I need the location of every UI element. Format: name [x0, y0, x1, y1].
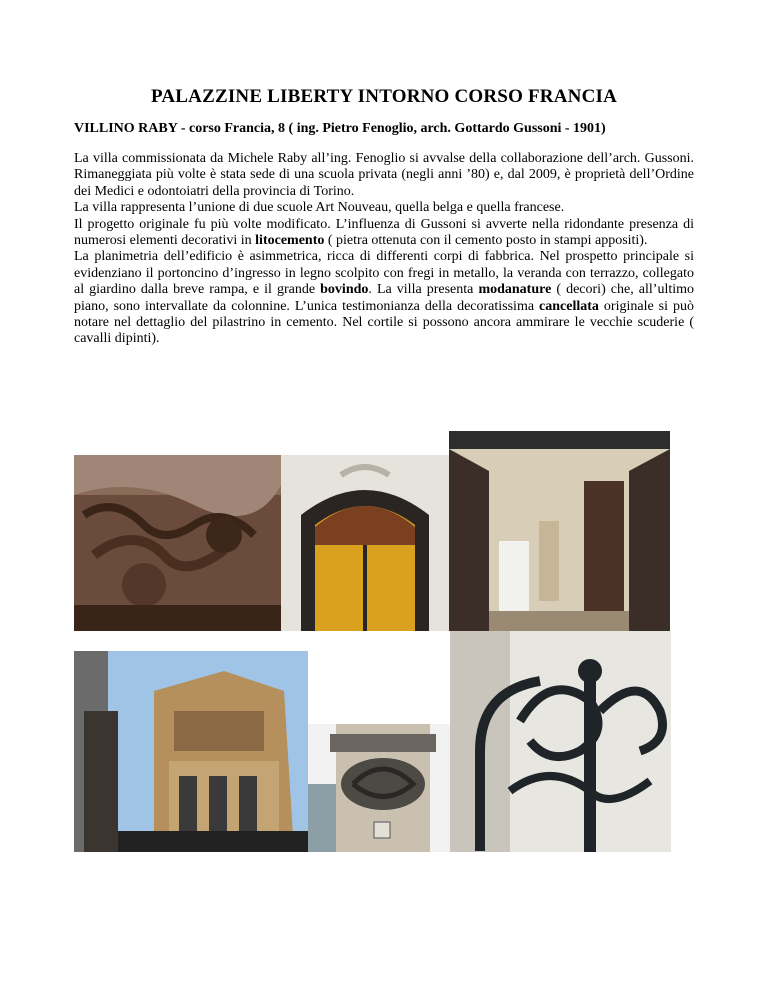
text-run: La villa commissionata da Michele Raby all’ing. Fenoglio si avvalse della collaborazione dell’arch. Gussoni. Rimaneggiata più volte è stata sede di una scuola privata (negli anni ’80) e, dal 2009, è proprietà dell’Ordine dei Medici e odontoiatri della provincia di Torino.: [74, 151, 694, 199]
text-run: ( pietra ottenuta con il cemento posto in stampi appositi).: [324, 233, 648, 249]
photo-carved-door: [74, 455, 281, 631]
photo-veranda: [449, 431, 670, 631]
paragraph-1: [74, 151, 694, 200]
paragraph-4: [74, 249, 694, 347]
text-run: La planimetria dell’edificio è asimmetrica, ricca di differenti corpi di fabbrica. Nel prospetto principale si evidenziano il portoncino d’ingresso in legno scolpito con fregi in metallo, la veranda con terrazzo, collegato al giardino dalla breve rampa, e il grande: [74, 249, 694, 298]
text-run: . La villa presenta: [368, 282, 479, 298]
document-title: PALAZZINE LIBERTY INTORNO CORSO FRANCIA: [150, 86, 618, 107]
photo-iron-gate: [450, 631, 671, 852]
photo-facade: [74, 651, 308, 852]
bold-term: modanature: [478, 282, 552, 298]
paragraph-2: [74, 200, 694, 216]
body-text: [74, 151, 694, 348]
document-subtitle: VILLINO RABY - corso Francia, 8 ( ing. Pietro Fenoglio, arch. Gottardo Gussoni - 1901): [74, 121, 606, 136]
text-run: La villa rappresenta l’unione di due scuole Art Nouveau, quella belga e quella francese.: [74, 200, 565, 216]
photo-yellow-door: [281, 455, 449, 631]
bold-term: bovindo: [320, 282, 369, 298]
photo-pillar: [308, 724, 450, 852]
text-run: Il progetto originale fu più volte modificato. L’influenza di Gussoni si avverte nella ridondante presenza di numerosi elementi decorativi in: [74, 216, 694, 249]
paragraph-3: [74, 217, 694, 250]
text-run: ( decori) che, all’ultimo piano, sono intervallate da colonnine. L’unica testimonianza della decoratissima: [74, 282, 694, 314]
bold-term: cancellata: [539, 298, 599, 314]
bold-term: litocemento: [255, 233, 325, 249]
text-run: originale si può notare nel dettaglio del pilastrino in cemento. Nel cortile si possono ancora ammirare le vecchie scuderie ( cavalli dipinti).: [74, 298, 694, 347]
